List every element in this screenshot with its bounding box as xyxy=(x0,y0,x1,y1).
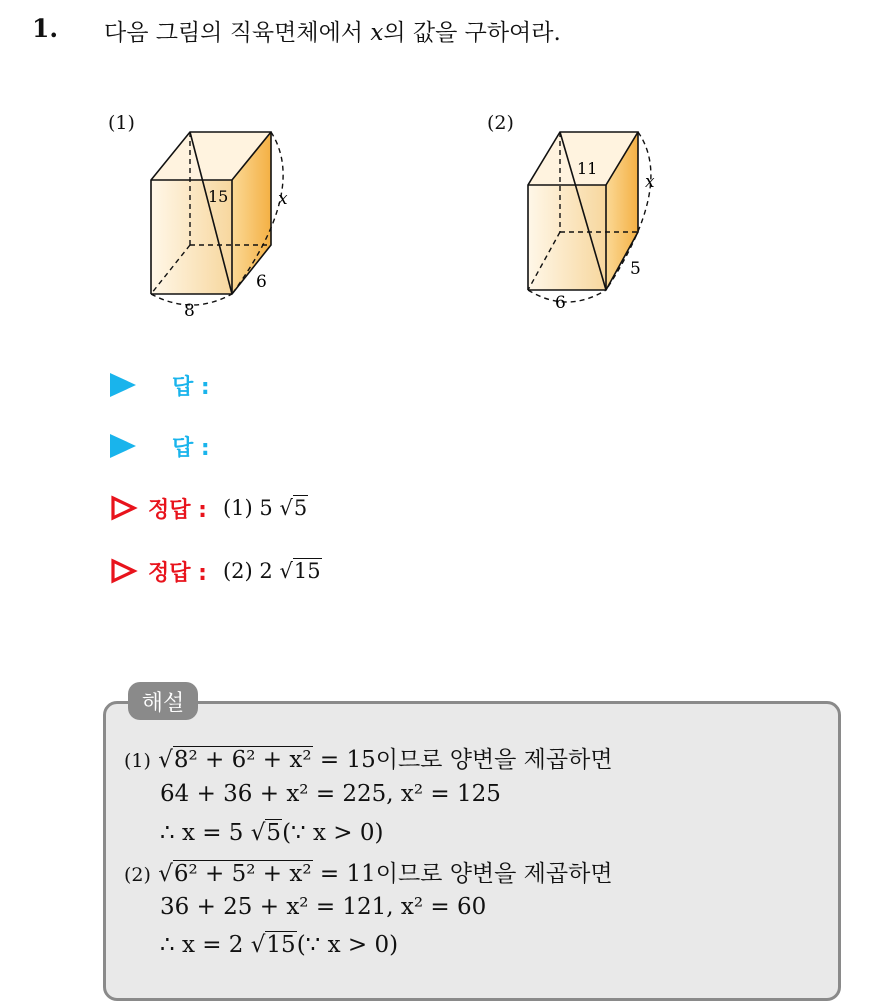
question-text-before: 다음 그림의 직육면체에서 xyxy=(104,20,371,46)
explanation-2-line-1: (2) √6² + 5² + x² = 11이므로 양변을 제곱하면 xyxy=(124,861,613,887)
question-variable: x xyxy=(370,20,384,46)
explanation-2-line-2: 36 + 25 + x² = 121, x² = 60 xyxy=(160,894,487,920)
figure-1-depth-label: 6 xyxy=(256,272,267,292)
explanation-1-line-1: (1) √8² + 6² + x² = 15이므로 양변을 제곱하면 xyxy=(124,747,613,773)
figure-1-label: (1) xyxy=(108,112,135,134)
figure-2-height-label: x xyxy=(645,172,655,192)
explanation-2-line-3: ∴ x = 2 √15(∵ x > 0) xyxy=(160,932,399,958)
answer-label: 답 : xyxy=(172,435,210,461)
answer-row-2 xyxy=(110,428,210,464)
answer-row-1 xyxy=(110,367,210,403)
correct-answer-row-1 xyxy=(110,490,308,526)
explanation-1-line-3: ∴ x = 5 √5(∵ x > 0) xyxy=(160,820,384,846)
figure-2-label: (2) xyxy=(487,112,514,134)
correct-answer-marker-icon xyxy=(110,558,138,584)
figure-1-cuboid xyxy=(140,120,310,320)
question-text xyxy=(104,14,561,47)
correct-answer-value: (2) 2 √15 xyxy=(222,559,321,583)
figure-2-depth-label: 5 xyxy=(630,259,641,279)
correct-answer-label: 정답 : xyxy=(148,560,207,586)
correct-answer-marker-icon xyxy=(110,495,138,521)
question-text-after: 의 값을 구하여라. xyxy=(383,20,561,46)
figure-2-front-label: 6 xyxy=(555,293,566,313)
explanation-tag: 해설 xyxy=(128,682,198,720)
correct-answer-row-2 xyxy=(110,553,322,589)
answer-label: 답 : xyxy=(172,374,210,400)
figure-2-cuboid xyxy=(515,120,675,320)
figure-2-diagonal-label: 11 xyxy=(577,159,598,178)
figure-1-front-label: 8 xyxy=(184,301,195,320)
question-number: 1. xyxy=(32,14,59,43)
correct-answer-value: (1) 5 √5 xyxy=(222,496,308,520)
figure-1-diagonal-label: 15 xyxy=(208,187,229,206)
explanation-1-line-2: 64 + 36 + x² = 225, x² = 125 xyxy=(160,781,501,807)
correct-answer-label: 정답 : xyxy=(148,497,207,523)
figure-1-height-label: x xyxy=(278,189,288,209)
answer-marker-icon xyxy=(110,373,136,397)
answer-marker-icon xyxy=(110,434,136,458)
